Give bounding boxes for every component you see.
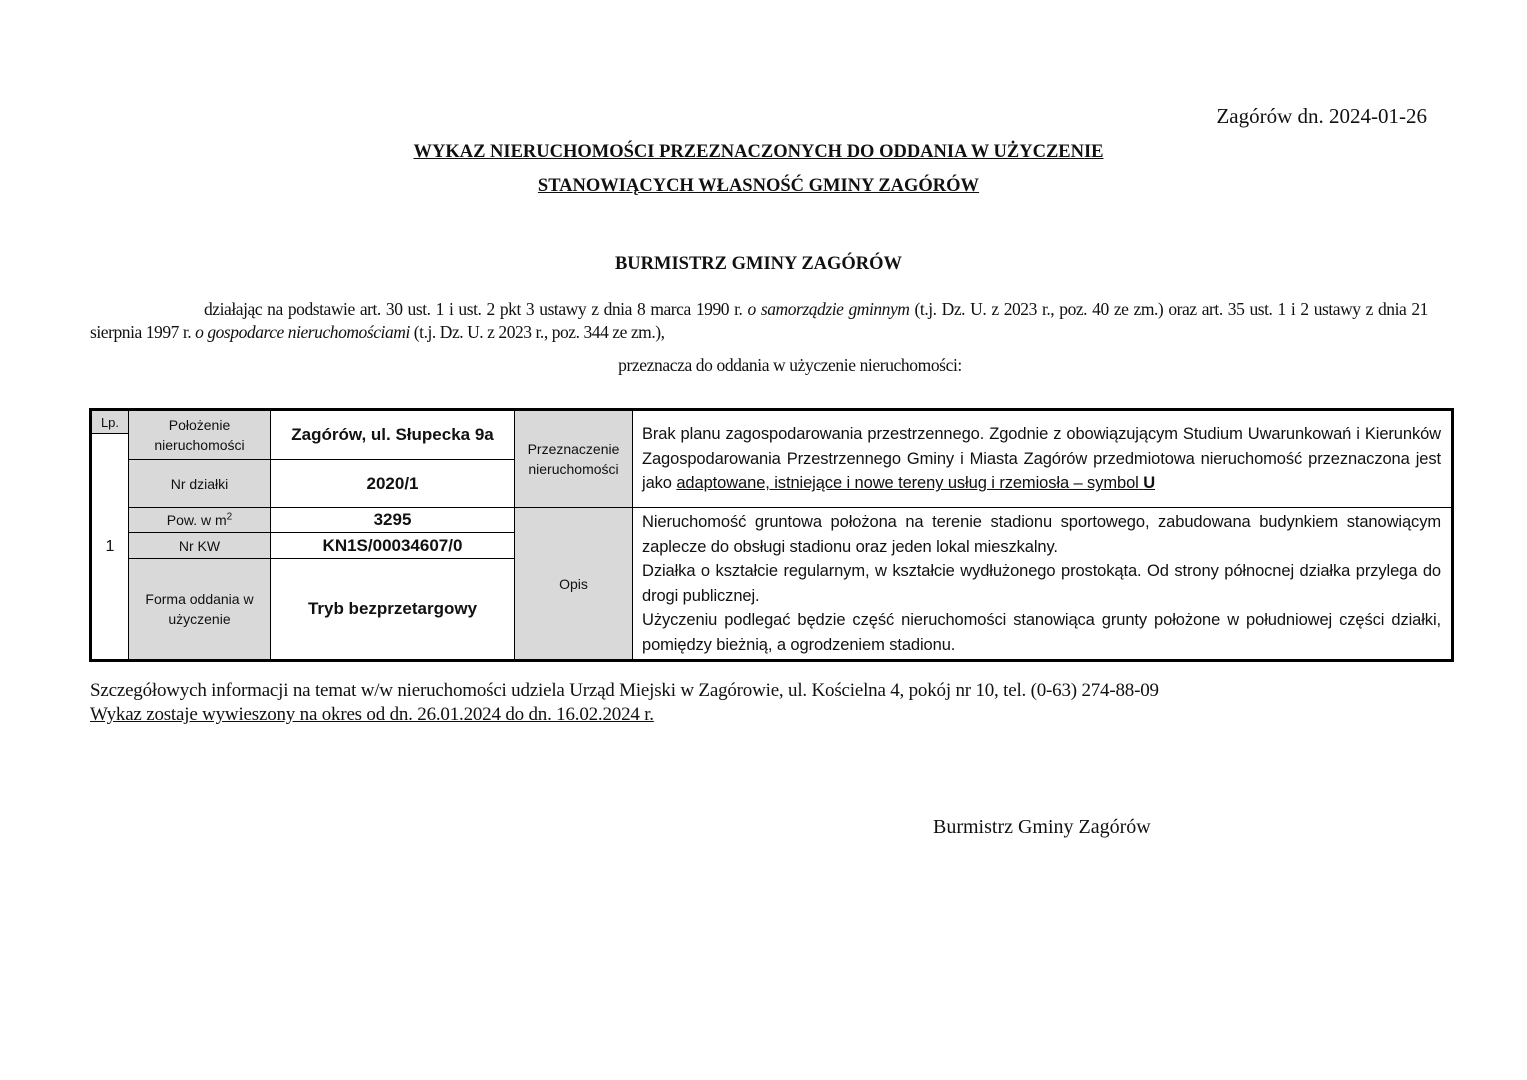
document-date: Zagórów dn. 2024-01-26 [1216,104,1427,128]
lp-number-cell: 1 [91,434,129,661]
act-title-2: o gospodarce nieruchomościami [195,322,410,342]
purpose-underlined-text [676,474,1155,492]
location-label: Położenie nieruchomości [129,410,271,460]
issuing-authority: BURMISTRZ GMINY ZAGÓRÓW [614,254,903,274]
description-paragraph-2: Działka o kształcie regularnym, w kształcie wydłużonego prostokąta. Od strony północnej działka przylega do drogi publicznej. [642,562,1441,605]
description-label: Opis [515,508,633,661]
area-label [129,508,271,533]
lp-header-cell: Lp. [91,410,129,434]
kw-value: KN1S/00034607/0 [271,533,515,559]
legal-basis-paragraph [90,298,1428,344]
location-value: Zagórów, ul. Słupecka 9a [271,410,515,460]
form-value: Tryb bezprzetargowy [271,559,515,661]
description-paragraph-3: Użyczeniu podlegać będzie część nieruchomości stanowiąca grunty położone w południowej części działki, pomiędzy bieżnią, a ogrodzeniem stadionu. [642,611,1441,654]
property-table [89,408,1454,662]
parcel-label: Nr działki [129,460,271,508]
kw-label: Nr KW [129,533,271,559]
description-paragraph-1: Nieruchomość gruntowa położona na terenie stadionu sportowego, zabudowana budynkiem stanowiącym zaplecze do obsługi stadionu oraz jeden lokal mieszkalny. [642,513,1441,556]
form-label: Forma oddania w użyczenie [129,559,271,661]
declaration-line: przeznacza do oddania w użyczenie nieruchomości: [618,355,962,375]
property-description [633,508,1453,661]
purpose-label: Przeznaczenie nieruchomości [515,410,633,508]
document-title-line1: WYKAZ NIERUCHOMOŚCI PRZEZNACZONYCH DO ODDANIA W UŻYCZENIE [413,142,1104,162]
purpose-underlined-label: adaptowane, istniejące i nowe tereny usług i rzemiosła – symbol [676,474,1144,493]
parcel-value: 2020/1 [271,460,515,508]
legal-basis-text-2: (t.j. Dz. U. z 2023 r., poz. 40 ze zm.) oraz art. 35 ust. 1 i 2 ustawy z dnia 21 sierpnia 1997 r. [90,299,1428,342]
legal-basis-text-3: (t.j. Dz. U. z 2023 r., poz. 344 ze zm.), [409,322,665,342]
area-label-text: Pow. w m [166,512,227,528]
signature: Burmistrz Gminy Zagórów [933,816,1151,838]
document-title-line2: STANOWIĄCYCH WŁASNOŚĆ GMINY ZAGÓRÓW [537,176,980,196]
area-unit-superscript: 2 [226,511,233,523]
purpose-description [633,410,1453,508]
posting-period-line: Wykaz zostaje wywieszony na okres od dn. 26.01.2024 do dn. 16.02.2024 r. [90,704,654,725]
contact-info-line: Szczegółowych informacji na temat w/w nieruchomości udziela Urząd Miejski w Zagórowie, ul. Kościelna 4, pokój nr 10, tel. (0-63) 274-88-09 [90,680,1159,701]
purpose-symbol: U [1143,474,1156,493]
purpose-text: Brak planu zagospodarowania przestrzennego. Zgodnie z obowiązującym Studium Uwarunkowań i Kierunków Zagospodarowania Przestrzennego Gminy i Miasta Zagórów przedmiotowa nieruchomość przeznaczona jest jako [642,425,1441,493]
area-value: 3295 [271,508,515,533]
act-title-1: o samorządzie gminnym [747,299,910,319]
legal-basis-text-1: działając na podstawie art. 30 ust. 1 i ust. 2 pkt 3 ustawy z dnia 8 marca 1990 r. [204,299,748,319]
